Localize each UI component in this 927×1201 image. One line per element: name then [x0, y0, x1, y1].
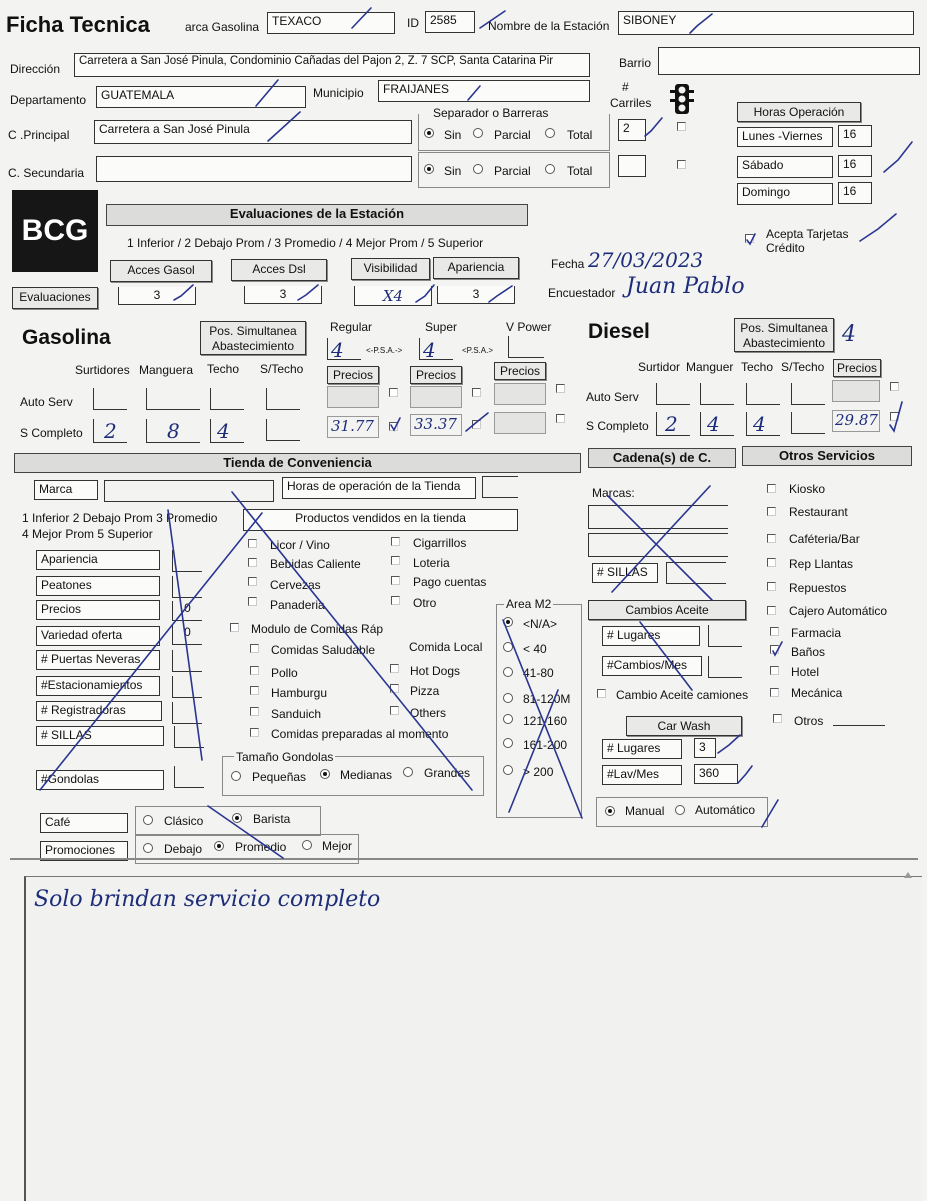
tienda-apariencia-label: Apariencia	[36, 550, 160, 570]
diesel-as-checkbox[interactable]	[890, 382, 899, 391]
tienda-peatones-field[interactable]	[172, 576, 202, 598]
tienda-scale-1: 1 Inferior 2 Debajo Prom 3 Promedio	[22, 511, 218, 525]
gas-as-super-checkbox[interactable]	[472, 388, 481, 397]
cafe-group	[135, 806, 321, 836]
gas-sc-precio-vpower-field[interactable]	[494, 412, 546, 434]
gondola-medianas-label: Medianas	[340, 768, 393, 782]
otros-farmacia-checkbox[interactable]	[770, 627, 779, 636]
otros-banos-label: Baños	[791, 645, 826, 659]
cw-lav-mes-field[interactable]: 360	[694, 764, 738, 784]
gas-sc-precio-regular-field[interactable]: 31.77	[327, 416, 379, 438]
area-200-label: > 200	[523, 765, 554, 779]
c-principal-field[interactable]: Carretera a San José Pinula	[94, 120, 412, 144]
promo-mejor-radio[interactable]	[302, 840, 312, 850]
psa-label-2: <P.S.A.>	[462, 346, 493, 355]
separador2-sin-radio[interactable]	[424, 164, 434, 174]
visibilidad-button[interactable]: Visibilidad	[351, 258, 430, 280]
diesel-sc-techo-field[interactable]: 4	[746, 412, 780, 436]
cambio-camiones-label: Cambio Aceite camiones	[616, 688, 749, 702]
tick-carriles	[645, 118, 662, 136]
tienda-registradoras-field[interactable]	[172, 702, 202, 724]
otros-repuestos-checkbox[interactable]	[767, 582, 776, 591]
otros-hotel-label: Hotel	[791, 665, 820, 679]
apariencia-button[interactable]: Apariencia	[433, 257, 519, 279]
horas-operacion-button[interactable]: Horas Operación	[737, 102, 861, 122]
tienda-peatones-label: Peatones	[36, 576, 160, 596]
otros-mecanica-label: Mecánica	[791, 686, 843, 700]
separador1-parcial-label: Parcial	[494, 128, 531, 142]
food-others-checkbox[interactable]	[390, 706, 399, 715]
cadena-marca-1-field[interactable]	[588, 505, 728, 529]
diesel-sc-manguer-field[interactable]: 4	[700, 412, 734, 436]
surtidores-label: Surtidores	[75, 363, 130, 377]
cw-lugares-field[interactable]: 3	[694, 738, 716, 758]
otros-cajero-checkbox[interactable]	[767, 606, 776, 615]
area-81-120-radio[interactable]	[503, 693, 513, 703]
cw-lugares-label: # Lugares	[602, 739, 682, 759]
ca-cambios-mes-label: #Cambios/Mes	[602, 656, 702, 676]
otros-repuestos-label: Repuestos	[789, 581, 847, 595]
gasolina-pos-simultanea-button[interactable]: Pos. Simultanea Abastecimiento	[200, 321, 306, 355]
ca-cambios-mes-field[interactable]	[708, 656, 742, 678]
gas-as-manguera-field[interactable]	[146, 388, 200, 410]
notes-separator	[10, 858, 918, 860]
diesel-techo-label: Techo	[741, 360, 774, 374]
fecha-label: Fecha	[551, 257, 585, 271]
tick-cw-lugares	[718, 735, 740, 753]
cw-lav-mes-label: #Lav/Mes	[602, 765, 682, 785]
gondola-pequenas-radio[interactable]	[231, 771, 241, 781]
prod-panaderia-label: Panaderia	[270, 598, 325, 612]
otros-mecanica-checkbox[interactable]	[770, 688, 779, 697]
eval-acces-dsl-field[interactable]: 3	[244, 286, 322, 304]
cw-automatico-radio[interactable]	[675, 805, 685, 815]
fecha-value[interactable]: 27/03/2023	[588, 248, 704, 272]
s-techo-label: S/Techo	[260, 362, 304, 376]
modulo-comidas-checkbox[interactable]	[230, 623, 239, 632]
otros-banos-checkbox[interactable]	[770, 645, 779, 654]
super-psa-field[interactable]: 4	[419, 338, 453, 360]
cadena-marcas-label: Marcas:	[592, 486, 635, 500]
domingo-label: Domingo	[737, 183, 833, 205]
gas-sc-super-checkbox[interactable]	[472, 420, 481, 429]
carriles2-field[interactable]	[618, 155, 646, 177]
otros-rep-llantas-checkbox[interactable]	[767, 558, 776, 567]
horas-tienda-label: Horas de operación de la Tienda	[282, 477, 476, 499]
super-label: Super	[425, 320, 458, 334]
tienda-variedad-field[interactable]: 0	[172, 625, 202, 645]
gondola-pequenas-label: Pequeñas	[252, 770, 307, 784]
barrio-label: Barrio	[619, 56, 652, 70]
prod-pago-cuentas-checkbox[interactable]	[391, 576, 400, 585]
prod-pago-cuentas-label: Pago cuentas	[413, 575, 487, 589]
separador1-parcial-radio[interactable]	[473, 128, 483, 138]
direccion-field[interactable]: Carretera a San José Pinula, Condominio Cañadas del Pajon 2, Z. 7 SCP, Santa Catarina Pir	[74, 53, 590, 77]
id-label: ID	[407, 16, 419, 30]
marca-gasolina-field[interactable]: TEXACO	[267, 12, 395, 34]
food-pollo-checkbox[interactable]	[250, 666, 259, 675]
comidas-saludable-label: Comidas Saludable	[271, 643, 376, 657]
tienda-precios-label: Precios	[36, 600, 160, 620]
tienda-registradoras-label: # Registradoras	[36, 701, 162, 721]
food-hotdogs-label: Hot Dogs	[410, 664, 461, 678]
prod-otro-label: Otro	[413, 596, 437, 610]
otros-cafeteria-checkbox[interactable]	[767, 534, 776, 543]
encuestador-value[interactable]: Juan Pablo	[626, 274, 745, 299]
area-200-radio[interactable]	[503, 765, 513, 775]
area-161-200-label: 161-200	[523, 738, 568, 752]
tick-horas	[884, 142, 912, 172]
separador2-total-label: Total	[567, 164, 593, 178]
tamano-gondolas-label: Tamaño Gondolas	[236, 750, 334, 764]
bcg-logo: BCG	[12, 190, 98, 272]
car-wash-button[interactable]: Car Wash	[626, 716, 742, 736]
food-pizza-label: Pizza	[410, 684, 440, 698]
gondola-grandes-radio[interactable]	[403, 767, 413, 777]
vpower-psa-field[interactable]	[508, 336, 544, 358]
gas-as-vpower-checkbox[interactable]	[556, 384, 565, 393]
gas-as-techo-field[interactable]	[210, 388, 244, 410]
carriles2-checkbox[interactable]	[677, 160, 686, 169]
diesel-pos-simultanea-button[interactable]: Pos. Simultanea Abastecimiento	[734, 318, 834, 352]
acepta-tarjetas-checkbox[interactable]	[745, 234, 754, 243]
diesel-stecho-label: S/Techo	[781, 360, 825, 374]
psa-label-1: <-P.S.A.->	[366, 346, 403, 355]
cambio-camiones-checkbox[interactable]	[597, 689, 606, 698]
area-81-120-label: 81-120M	[523, 692, 571, 706]
promo-debajo-label: Debajo	[164, 842, 203, 856]
precios-super-button[interactable]: Precios	[410, 366, 462, 384]
gas-s-completo-label: S Completo	[20, 426, 83, 440]
comidas-saludable-checkbox[interactable]	[250, 644, 259, 653]
prod-otro-checkbox[interactable]	[391, 596, 400, 605]
separador2-parcial-label: Parcial	[494, 164, 531, 178]
area-na-label: <N/A>	[523, 617, 558, 631]
notes-text: Solo brindan servicio completo	[34, 887, 381, 912]
otros-kiosko-label: Kiosko	[789, 482, 826, 496]
municipio-field[interactable]: FRAIJANES	[378, 80, 590, 102]
otros-cajero-label: Cajero Automático	[789, 604, 888, 618]
prod-cervezas-checkbox[interactable]	[248, 577, 257, 586]
nombre-estacion-label: Nombre de la Estación	[488, 19, 610, 33]
gas-sc-vpower-checkbox[interactable]	[556, 414, 565, 423]
marca-tienda-field[interactable]	[104, 480, 274, 502]
area-na-radio[interactable]	[503, 617, 513, 627]
cadena-sillas-label: # SILLAS	[592, 563, 658, 583]
food-others-label: Others	[410, 706, 447, 720]
otros-otros-label: Otros	[794, 714, 824, 728]
food-sanduich-label: Sanduich	[271, 707, 322, 721]
form-title: Ficha Tecnica	[6, 12, 150, 37]
food-hamburgu-label: Hamburgu	[271, 686, 328, 700]
cw-automatico-label: Automático	[695, 803, 756, 817]
tienda-precios-field[interactable]: 0	[172, 601, 202, 621]
c-secundaria-label: C. Secundaria	[8, 166, 85, 180]
diesel-manguer-label: Manguer	[686, 360, 734, 374]
diesel-surtidor-label: Surtidor	[638, 360, 681, 374]
techo-label: Techo	[207, 362, 240, 376]
cw-manual-label: Manual	[625, 804, 665, 818]
gas-as-surtidores-field[interactable]	[93, 388, 127, 410]
tienda-variedad-label: Variedad oferta	[36, 626, 160, 646]
carriles-label: Carriles	[610, 96, 652, 110]
encuestador-label: Encuestador	[548, 286, 616, 300]
tienda-header: Tienda de Conveniencia	[14, 453, 581, 473]
cafe-clasico-radio[interactable]	[143, 815, 153, 825]
acepta-tarjetas-label: Acepta Tarjetas Crédito	[766, 227, 849, 255]
carriles-semaforo-checkbox[interactable]	[677, 122, 686, 131]
comida-local-label: Comida Local	[409, 640, 483, 654]
prod-cervezas-label: Cervezas	[270, 578, 321, 592]
eval-visibilidad-field[interactable]: X4	[354, 286, 432, 306]
carriles-field[interactable]: 2	[618, 119, 646, 141]
horas-tienda-field[interactable]	[482, 476, 518, 498]
prod-licor-label: Licor / Vino	[270, 538, 330, 552]
gas-as-regular-checkbox[interactable]	[389, 388, 398, 397]
tienda-sillas-field[interactable]	[174, 726, 204, 748]
tienda-puertas-neveras-field[interactable]	[172, 650, 202, 672]
domingo-field[interactable]: 16	[838, 182, 872, 204]
cadena-marca-2-field[interactable]	[588, 533, 728, 557]
tick-cw-lav	[738, 766, 752, 783]
municipio-label: Municipio	[313, 86, 364, 100]
separador2-total-radio[interactable]	[545, 164, 555, 174]
diesel-sc-surtidor-field[interactable]: 2	[656, 412, 690, 436]
promo-mejor-label: Mejor	[322, 839, 353, 853]
cadena-header: Cadena(s) de C.	[588, 448, 736, 468]
promociones-label: Promociones	[40, 841, 128, 861]
cadena-sillas-field[interactable]	[666, 562, 726, 584]
gondola-medianas-radio[interactable]	[320, 769, 330, 779]
tienda-sillas-label: # SILLAS	[36, 726, 164, 746]
productos-header: Productos vendidos en la tienda	[243, 509, 518, 531]
departamento-label: Departamento	[10, 93, 87, 107]
cafe-barista-label: Barista	[253, 812, 291, 826]
notes-textarea[interactable]	[24, 876, 922, 1201]
otros-otros-checkbox[interactable]	[773, 714, 782, 723]
prod-bebidas-checkbox[interactable]	[248, 558, 257, 567]
separador1-total-radio[interactable]	[545, 128, 555, 138]
cafe-label: Café	[40, 813, 128, 833]
prod-cigarrillos-checkbox[interactable]	[391, 537, 400, 546]
gondola-grandes-label: Grandes	[424, 766, 471, 780]
food-pollo-label: Pollo	[271, 666, 298, 680]
gas-sc-techo-field[interactable]: 4	[210, 419, 244, 443]
gas-sc-regular-checkbox[interactable]	[389, 422, 398, 431]
direccion-label: Dirección	[10, 62, 61, 76]
area-121-160-label: 121-160	[523, 714, 568, 728]
food-hamburgu-checkbox[interactable]	[250, 686, 259, 695]
id-field[interactable]: 2585	[425, 11, 475, 33]
gas-as-precio-vpower-field[interactable]	[494, 383, 546, 405]
otros-restaurant-label: Restaurant	[789, 505, 848, 519]
gas-as-precio-regular-field[interactable]	[327, 386, 379, 408]
acces-dsl-button[interactable]: Acces Dsl	[231, 259, 327, 281]
area-40-radio[interactable]	[503, 642, 513, 652]
prod-bebidas-label: Bebidas Caliente	[270, 557, 361, 571]
diesel-as-surtidor-field[interactable]	[656, 383, 690, 405]
modulo-comidas-label: Modulo de Comidas Ráp	[251, 622, 384, 636]
otros-rep-llantas-label: Rep Llantas	[789, 557, 854, 571]
diesel-psa-value[interactable]: 4	[842, 322, 856, 347]
area-41-80-radio[interactable]	[503, 667, 513, 677]
tienda-scale-2: 4 Mejor Prom 5 Superior	[22, 527, 153, 541]
area-m2-label: Area M2	[506, 597, 552, 611]
diesel-as-precio-field[interactable]	[832, 380, 880, 402]
diesel-sc-precio-field[interactable]: 29.87	[832, 410, 880, 432]
separador1-sin-label: Sin	[444, 128, 462, 142]
otros-otros-line	[833, 725, 885, 726]
sabado-label: Sábado	[737, 156, 833, 178]
lunes-viernes-field[interactable]: 16	[838, 125, 872, 147]
diesel-s-completo-label: S Completo	[586, 419, 649, 433]
diesel-auto-serv-label: Auto Serv	[586, 390, 639, 404]
c-secundaria-field[interactable]	[96, 156, 412, 182]
evaluaciones-header: Evaluaciones de la Estación	[106, 204, 528, 226]
promo-promedio-radio[interactable]	[214, 841, 224, 851]
prod-loteria-label: Loteria	[413, 556, 450, 570]
cafe-barista-radio[interactable]	[232, 813, 242, 823]
ca-lugares-label: # Lugares	[602, 626, 700, 646]
tienda-apariencia-field[interactable]	[172, 550, 202, 572]
gasolina-title: Gasolina	[22, 326, 111, 349]
gas-sc-manguera-field[interactable]: 8	[146, 419, 200, 443]
sabado-field[interactable]: 16	[838, 155, 872, 177]
vpower-label: V Power	[506, 320, 552, 334]
cambios-aceite-button[interactable]: Cambios Aceite	[588, 600, 746, 620]
carriles-hash: #	[622, 80, 629, 94]
otros-kiosko-checkbox[interactable]	[767, 484, 776, 493]
manguera-label: Manguera	[139, 363, 194, 377]
marca-tienda-label: Marca	[34, 480, 98, 500]
gas-sc-surtidores-field[interactable]: 2	[93, 419, 127, 443]
diesel-as-manguer-field[interactable]	[700, 383, 734, 405]
tienda-puertas-neveras-label: # Puertas Neveras	[36, 650, 160, 670]
barrio-field[interactable]	[658, 47, 920, 75]
area-161-200-radio[interactable]	[503, 738, 513, 748]
precios-regular-button[interactable]: Precios	[327, 366, 379, 384]
area-40-label: < 40	[523, 642, 547, 656]
separador2-parcial-radio[interactable]	[473, 164, 483, 174]
cw-manual-radio[interactable]	[605, 806, 615, 816]
acces-gasol-button[interactable]: Acces Gasol	[110, 260, 212, 282]
diesel-title: Diesel	[588, 320, 650, 343]
diesel-as-stecho-field[interactable]	[791, 383, 825, 405]
tienda-estacionamientos-field[interactable]	[172, 676, 202, 698]
diesel-sc-checkbox[interactable]	[890, 412, 899, 421]
gas-as-precio-super-field[interactable]	[410, 386, 462, 408]
eval-apariencia-field[interactable]: 3	[437, 286, 515, 304]
prod-panaderia-checkbox[interactable]	[248, 597, 257, 606]
otros-cafeteria-label: Caféteria/Bar	[789, 532, 860, 546]
comidas-preparadas-checkbox[interactable]	[250, 728, 259, 737]
c-principal-label: C .Principal	[8, 128, 70, 142]
separador-label: Separador o Barreras	[430, 106, 551, 120]
diesel-sc-stecho-field[interactable]	[791, 412, 825, 434]
evaluaciones-button[interactable]: Evaluaciones	[12, 287, 98, 309]
precios-vpower-button[interactable]: Precios	[494, 362, 546, 380]
marca-gasolina-label: arca Gasolina	[185, 20, 260, 34]
nombre-estacion-field[interactable]: SIBONEY	[618, 11, 914, 35]
diesel-as-techo-field[interactable]	[746, 383, 780, 405]
gas-sc-stecho-field[interactable]	[266, 419, 300, 441]
food-hotdogs-checkbox[interactable]	[390, 664, 399, 673]
lunes-viernes-label: Lunes -Viernes	[737, 127, 833, 147]
regular-psa-field[interactable]: 4	[327, 338, 361, 360]
food-sanduich-checkbox[interactable]	[250, 707, 259, 716]
prod-licor-checkbox[interactable]	[248, 539, 257, 548]
area-m2-group	[496, 604, 582, 818]
food-pizza-checkbox[interactable]	[390, 684, 399, 693]
promo-debajo-radio[interactable]	[143, 843, 153, 853]
prod-cigarrillos-label: Cigarrillos	[413, 536, 467, 550]
otros-restaurant-checkbox[interactable]	[767, 507, 776, 516]
regular-label: Regular	[330, 320, 373, 334]
evaluaciones-scale: 1 Inferior / 2 Debajo Prom / 3 Promedio / 4 Mejor Prom / 5 Superior	[127, 236, 484, 250]
separador2-sin-label: Sin	[444, 164, 462, 178]
otros-hotel-checkbox[interactable]	[770, 666, 779, 675]
promo-promedio-label: Promedio	[235, 840, 287, 854]
comidas-preparadas-label: Comidas preparadas al momento	[271, 727, 449, 741]
gas-as-stecho-field[interactable]	[266, 388, 300, 410]
scroll-up-icon[interactable]	[903, 866, 913, 874]
separador1-sin-radio[interactable]	[424, 128, 434, 138]
diesel-precios-button[interactable]: Precios	[833, 359, 881, 377]
gas-sc-precio-super-field[interactable]: 33.37	[410, 414, 462, 436]
area-121-160-radio[interactable]	[503, 714, 513, 724]
separador1-total-label: Total	[567, 128, 593, 142]
cafe-clasico-label: Clásico	[164, 814, 204, 828]
eval-acces-gasol-field[interactable]: 3	[118, 287, 196, 305]
ca-lugares-field[interactable]	[708, 625, 742, 647]
prod-loteria-checkbox[interactable]	[391, 556, 400, 565]
traffic-light-icon	[670, 84, 694, 121]
area-41-80-label: 41-80	[523, 666, 554, 680]
tienda-gondolas-label: #Gondolas	[36, 770, 164, 790]
otros-servicios-header: Otros Servicios	[742, 446, 912, 466]
tienda-estacionamientos-label: #Estacionamientos	[36, 676, 160, 696]
otros-farmacia-label: Farmacia	[791, 626, 842, 640]
tienda-gondolas-field[interactable]	[174, 766, 204, 788]
departamento-field[interactable]: GUATEMALA	[96, 86, 306, 108]
gas-auto-serv-label: Auto Serv	[20, 395, 73, 409]
